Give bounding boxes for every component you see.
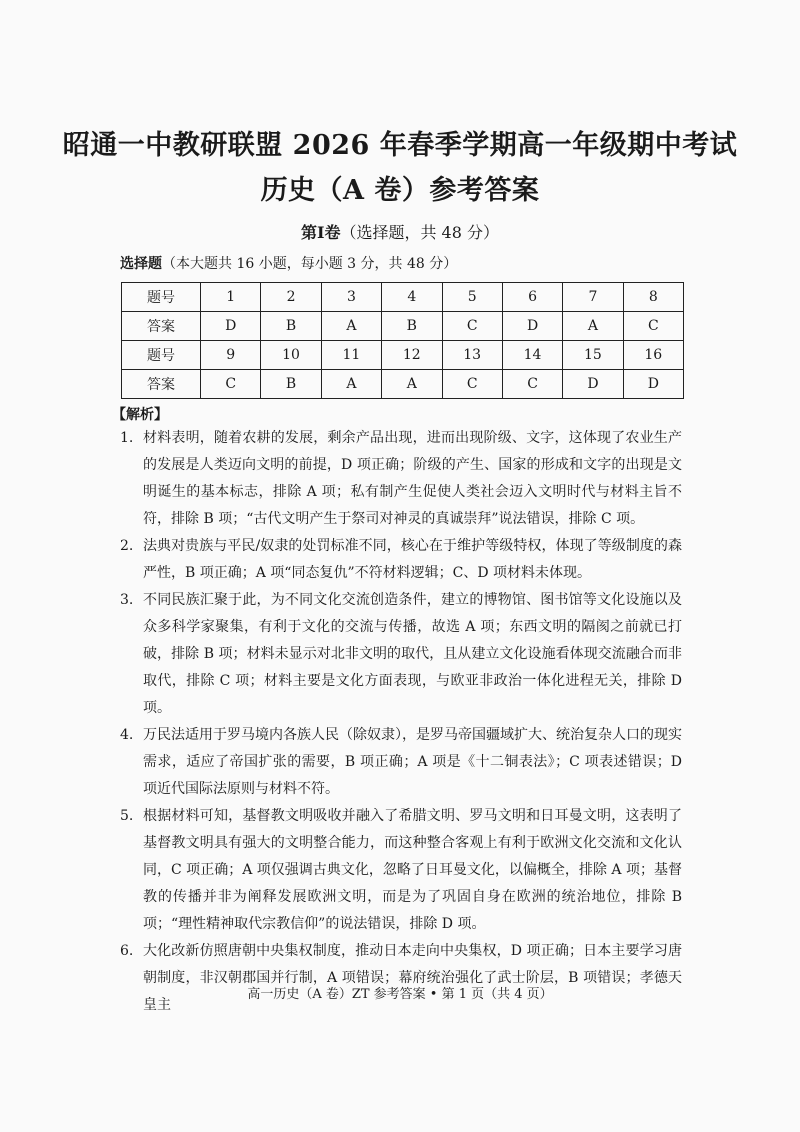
question-number-cell: 10 — [261, 341, 321, 370]
question-number-cell: 2 — [261, 283, 321, 312]
row-label: 答案 — [122, 370, 201, 399]
analysis-item-number: 1. — [120, 430, 134, 446]
question-number-cell: 6 — [502, 283, 562, 312]
analysis-item — [120, 803, 682, 938]
analysis-item-text: 万民法适用于罗马境内各族人民（除奴隶），是罗马帝国疆域扩大、统治复杂人口的现实需求，适应了帝国扩张的需要，B 项正确；A 项是《十二铜表法》；C 项表述错误；D 项近代国际法原则与材料不符。 — [143, 727, 682, 797]
analysis-item — [120, 587, 682, 722]
answer-cell: C — [442, 370, 502, 399]
answer-cell: A — [563, 312, 623, 341]
question-number-cell: 7 — [563, 283, 623, 312]
document-subtitle: 历史（A 卷）参考答案 — [260, 175, 540, 206]
analysis-item-number: 6. — [120, 943, 134, 959]
question-number-cell: 13 — [442, 341, 502, 370]
answer-cell: C — [502, 370, 562, 399]
instructions-bold: 选择题 — [120, 256, 162, 272]
answer-row — [122, 312, 684, 341]
question-number-cell: 16 — [623, 341, 683, 370]
answer-cell: B — [382, 312, 442, 341]
section-heading-bold: 第Ⅰ卷 — [300, 223, 341, 242]
analysis-item-text: 法典对贵族与平民/奴隶的处罚标准不同，核心在于维护等级特权，体现了等级制度的森严性，B 项正确；A 项“同态复仇”不符材料逻辑；C、D 项材料未体现。 — [143, 538, 682, 581]
question-number-cell: 3 — [321, 283, 381, 312]
answer-cell: A — [321, 312, 381, 341]
section-heading-rest: （选择题，共 48 分） — [340, 223, 500, 242]
question-number-row — [122, 341, 684, 370]
analysis-item-number: 3. — [120, 592, 134, 608]
analysis-item — [120, 938, 682, 1019]
analysis-heading: 【解析】 — [112, 407, 168, 423]
answer-cell: C — [623, 312, 683, 341]
answer-cell: C — [442, 312, 502, 341]
question-number-row — [122, 283, 684, 312]
instructions-rest: （本大题共 16 小题，每小题 3 分，共 48 分） — [162, 256, 458, 272]
analysis-list — [120, 425, 682, 1019]
analysis-item — [120, 722, 682, 803]
question-number-cell: 11 — [321, 341, 381, 370]
row-label: 题号 — [122, 341, 201, 370]
answer-cell: D — [563, 370, 623, 399]
analysis-item-text: 不同民族汇聚于此，为不同文化交流创造条件，建立的博物馆、图书馆等文化设施以及众多科学家聚集，有利于文化的交流与传播，故选 A 项；东西文明的隔阂之前就已打破，排除 B 项；材料未显示对北非文明的取代，且从建立文化设施看体现交流融合而非取代，排除 C 项；材料主要是文化方面表现，与欧亚非政治一体化进程无关，排除 D 项。 — [143, 592, 682, 716]
analysis-item-number: 2. — [120, 538, 134, 554]
question-number-cell: 5 — [442, 283, 502, 312]
answer-cell: D — [502, 312, 562, 341]
section-heading — [0, 220, 800, 243]
analysis-item-text: 大化改新仿照唐朝中央集权制度，推动日本走向中央集权，D 项正确；日本主要学习唐朝制度，非汉朝郡国并行制，A 项错误；幕府统治强化了武士阶层，B 项错误；孝德天皇主 — [143, 943, 682, 1013]
analysis-item-number: 4. — [120, 727, 134, 743]
answer-cell: B — [261, 370, 321, 399]
row-label: 答案 — [122, 312, 201, 341]
answer-cell: A — [321, 370, 381, 399]
analysis-item-text: 材料表明，随着农耕的发展，剩余产品出现，进而出现阶级、文字，这体现了农业生产的发展是人类迈向文明的前提，D 项正确；阶级的产生、国家的形成和文字的出现是文明诞生的基本标志，排除 A 项；私有制产生促使人类社会迈入文明时代与材料主旨不符，排除 B 项；“古代文明产生于祭司对神灵的真诚崇拜”说法错误，排除 C 项。 — [143, 430, 682, 527]
section-instructions — [120, 253, 457, 273]
question-number-cell: 9 — [201, 341, 261, 370]
analysis-item — [120, 533, 682, 587]
row-label: 题号 — [122, 283, 201, 312]
page-footer: 高一历史（A 卷）ZT 参考答案 • 第 1 页（共 4 页） — [247, 987, 553, 1002]
answer-cell: A — [382, 370, 442, 399]
question-number-cell: 4 — [382, 283, 442, 312]
question-number-cell: 12 — [382, 341, 442, 370]
question-number-cell: 14 — [502, 341, 562, 370]
answer-cell: C — [201, 370, 261, 399]
analysis-item — [120, 425, 682, 533]
answer-table — [121, 282, 684, 399]
answer-cell: B — [261, 312, 321, 341]
answer-cell: D — [201, 312, 261, 341]
question-number-cell: 8 — [623, 283, 683, 312]
question-number-cell: 1 — [201, 283, 261, 312]
answer-cell: D — [623, 370, 683, 399]
analysis-item-text: 根据材料可知，基督教文明吸收并融入了希腊文明、罗马文明和日耳曼文明，这表明了基督教文明具有强大的文明整合能力，而这种整合客观上有利于欧洲文化交流和文化认同，C 项正确；A 项仅强调古典文化，忽略了日耳曼文化，以偏概全，排除 A 项；基督教的传播并非为阐释发展欧洲文明，而是为了巩固自身在欧洲的统治地位，排除 B 项；“理性精神取代宗教信仰”的说法错误，排除 D 项。 — [143, 808, 682, 932]
answer-row — [122, 370, 684, 399]
document-title: 昭通一中教研联盟 2026 年春季学期高一年级期中考试 — [62, 130, 738, 161]
question-number-cell: 15 — [563, 341, 623, 370]
analysis-item-number: 5. — [120, 808, 134, 824]
